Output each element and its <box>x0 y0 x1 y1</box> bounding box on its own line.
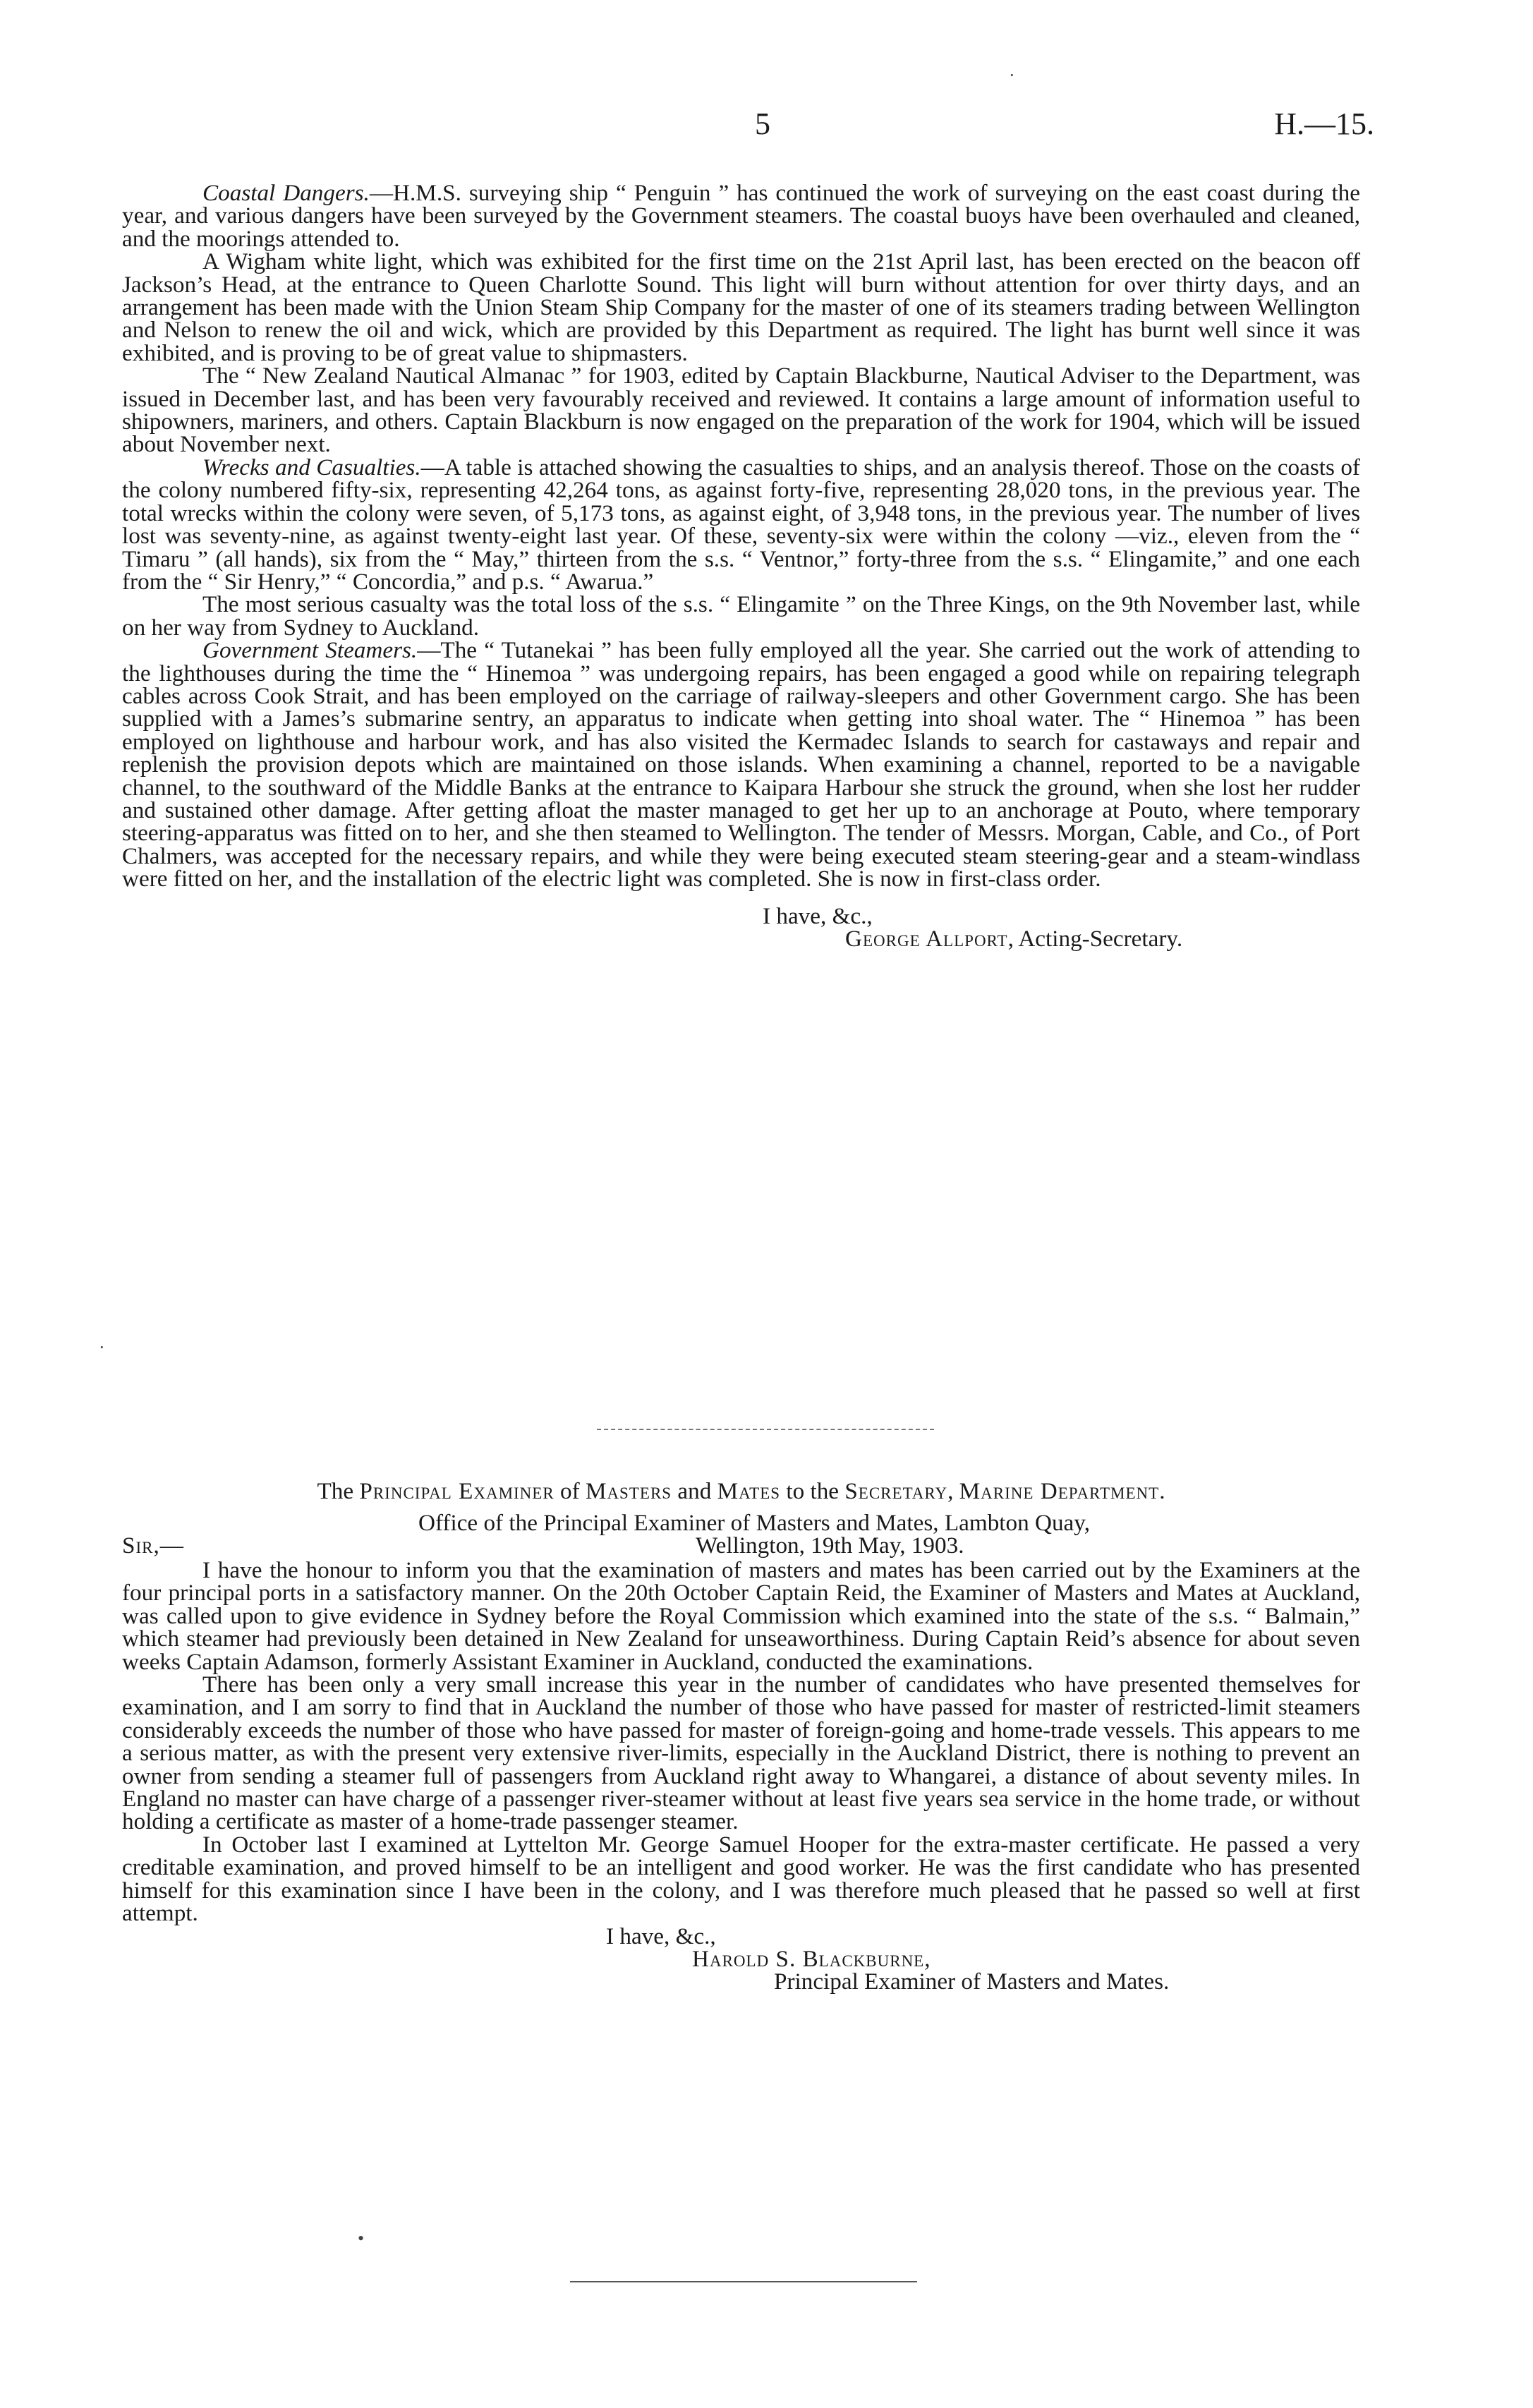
address-line: Office of the Principal Examiner of Masters and Mates, Lambton Quay, <box>418 1510 1091 1536</box>
document-reference: H.—15. <box>1274 107 1374 141</box>
heading-text: Marine Department <box>959 1478 1160 1504</box>
side-heading: Wrecks and Casualties. <box>202 454 421 480</box>
salutation: Sir,— <box>122 1532 184 1559</box>
paragraph-examinations <box>122 1559 1360 1674</box>
paragraph-text: —H.M.S. surveying ship “ Penguin ” has continued the work of surveying on the east coast during the year, and various dangers have been surveyed by the Government steamers. The coastal buoys have been overhauled and cleaned, and the moorings attended to. <box>122 180 1360 252</box>
heading-text: The <box>317 1478 360 1504</box>
paragraph-wrecks-casualties <box>122 456 1360 593</box>
signatory-line <box>122 928 1360 950</box>
address-date-line: Wellington, 19th May, 1903. <box>696 1532 964 1559</box>
side-heading: Coastal Dangers. <box>202 180 370 206</box>
letter-address-block <box>122 1512 1360 1558</box>
heading-text: Secretary <box>844 1478 948 1504</box>
letter-heading <box>122 1480 1360 1503</box>
paragraph-text: There has been only a very small increase this year in the number of candidates who have presented themselves for examination, and I am sorry to find that in Auckland the number of those who have passed for master of restricted-limit steamers considerably exceeds the number of those who have passed for master of foreign-going and home-trade vessels. This appears to me a serious matter, as with the present very extensive river-limits, especially in the Auckland District, there is nothing to prevent an owner from sending a steamer full of passengers from Auckland right away to Whangarei, a distance of about seventy miles. In England no master can have charge of a passenger river-steamer without at least five years sea service in the home trade, or without holding a certificate as master of a home-trade passenger steamer. <box>122 1671 1360 1835</box>
paragraph-extra-master <box>122 1831 1360 1927</box>
heading-text: to the <box>780 1478 845 1504</box>
paragraph-text: The “ New Zealand Nautical Almanac ” for 1903, edited by Captain Blackburne, Nautical Adviser to the Department, was issued in December last, and has been very favourably received and reviewed. It contains a large amount of information useful to shipowners, mariners, and others. Captain Blackburn is now engaged on the preparation of the work for 1904, which will be issued about November next. <box>122 363 1360 458</box>
signatory-name: Harold S. Blackburne, <box>692 1945 931 1972</box>
paragraph-text: In October last I examined at Lyttelton Mr. George Samuel Hooper for the extra-master certificate. He passed a very creditable examination, and proved himself to be an intelligent and good worker. He was the first candidate who has presented himself for this examination since I have been in the colony, and I was therefore much pleased that he passed so well at first attempt. <box>122 1831 1360 1927</box>
paragraph-text: —A table is attached showing the casualties to ships, and an analysis thereof. Those on the coasts of the colony numbered fifty-six, representing 42,264 tons, as against forty-five, representing 28,020 tons, in the previous year. The total wrecks within the colony were seven, of 5,173 tons, as against eight, of 3,948 tons, in the previous year. The number of lives lost was seventy-nine, as against twenty-eight last year. Of these, seventy-six were within the colony —viz., eleven from the “ Timaru ” (all hands), six from the “ May,” thirteen from the s.s. “ Ventnor,” forty-three from the s.s. “ Elingamite,” and one each from the “ Sir Henry,” “ Concordia,” and p.s. “ Awarua.” <box>122 454 1360 595</box>
paragraph-text: —The “ Tutanekai ” has been fully employed all the year. She carried out the work of attending to the lighthouses during the time the “ Hinemoa ” was undergoing repairs, has been engaged a good while on repairing telegraph cables across Cook Strait, and has been employed on the carriage of railway-sleepers and other Government cargo. She has been supplied with a James’s submarine sentry, an apparatus to indicate when getting into shoal water. The “ Hinemoa ” has been employed on lighthouse and harbour work, and has also visited the Kermadec Islands to search for castaways and repair and replenish the provision depots which are maintained on those islands. When examining a channel, reported to be a navigable channel, to the southward of the Middle Banks at the entrance to Kaipara Harbour she struck the ground, when she lost her rudder and sustained other damage. After getting afloat the master managed to get her up to an anchorage at Pouto, where temporary steering-apparatus was fitted on to her, and she then steamed to Wellington. The tender of Messrs. Morgan, Cable, and Co., of Port Chalmers, was accepted for the necessary repairs, and while they were being executed steam steering-gear and a steam-windlass were fitted on her, and the installation of the electric light was completed. She is now in first-class order. <box>122 637 1360 893</box>
signatory-title: , Acting-Secretary. <box>1007 926 1183 952</box>
paragraph-government-steamers <box>122 637 1360 893</box>
heading-text: and <box>672 1478 717 1504</box>
paragraph-coastal-dangers <box>122 182 1360 250</box>
paragraph-candidates <box>122 1671 1360 1835</box>
print-speck: · <box>1009 65 1015 85</box>
heading-text: , <box>947 1478 959 1504</box>
heading-text: Principal Examiner <box>359 1478 555 1504</box>
marine-report-section <box>122 182 1360 950</box>
signature-block-secretary <box>122 902 1360 952</box>
paragraph-nautical-almanac <box>122 365 1360 456</box>
heading-text: . <box>1159 1478 1165 1504</box>
examiner-letter-body <box>122 1559 1360 1994</box>
paragraph-text: A Wigham white light, which was exhibited for the first time on the 21st April last, has been erected on the beacon off Jackson’s Head, at the entrance to Queen Charlotte Sound. This light will burn without attention for over thirty days, and an arrangement has been made with the Union Steam Ship Company for the master of one of its steamers trading between Wellington and Nelson to renew the oil and wick, which are provided by this Department as required. The light has burnt well since it was exhibited, and is proving to be of great value to shipmasters. <box>122 248 1360 366</box>
paragraph-text: I have the honour to inform you that the examination of masters and mates has been carried out by the Examiners at the four principal ports in a satisfactory manner. On the 20th October Captain Reid, the Examiner of Masters and Mates at Auckland, was called upon to give evidence in Sydney before the Royal Commission which examined into the state of the s.s. “ Balmain,” which steamer had previously been detained in New Zealand for unseaworthiness. During Captain Reid’s absence for about seven weeks Captain Adamson, formerly Assistant Examiner in Auckland, conducted the examinations. <box>122 1557 1360 1675</box>
salutation-row <box>122 1532 1360 1559</box>
print-speck: · <box>99 1337 105 1357</box>
print-bullet: • <box>358 2228 365 2249</box>
heading-text: Masters <box>585 1478 672 1504</box>
closing-phrase: I have, &c., <box>606 1923 716 1949</box>
end-divider <box>570 2281 917 2282</box>
page-number: 5 <box>755 107 770 141</box>
paragraph-text: The most serious casualty was the total loss of the s.s. “ Elingamite ” on the Three Kings, on the 9th November last, while on her way from Sydney to Auckland. <box>122 591 1360 641</box>
running-head <box>0 106 1533 148</box>
closing-phrase: I have, &c., <box>763 902 873 929</box>
heading-text: Mates <box>717 1478 781 1504</box>
heading-text: of <box>554 1478 586 1504</box>
signatory-name: George Allport <box>845 926 1008 952</box>
signatory-title: Principal Examiner of Masters and Mates. <box>774 1968 1170 1995</box>
signature-block-examiner <box>122 1925 1360 1994</box>
paragraph-elingamite <box>122 593 1360 639</box>
section-divider <box>597 1429 934 1430</box>
side-heading: Government Steamers. <box>202 637 418 664</box>
paragraph-wigham-light <box>122 250 1360 365</box>
